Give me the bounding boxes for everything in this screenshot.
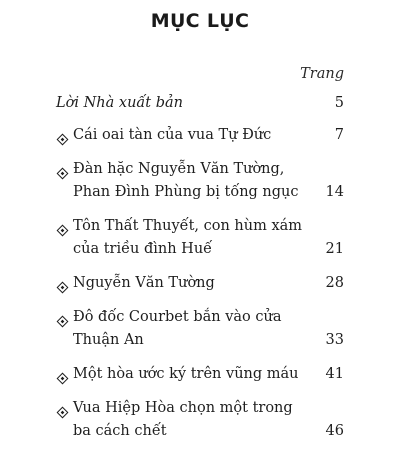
toc-entry-title: Đô đốc Courbet bắn vào cửa Thuận An	[73, 309, 282, 348]
diamond-bullet-icon	[57, 403, 68, 414]
toc-entry[interactable]	[56, 272, 344, 295]
toc-entry-title: Cái oai tàn của vua Tự Đức	[73, 127, 272, 143]
page-title: MỤC LỤC	[150, 10, 250, 32]
toc-entry-page-number: 33	[325, 332, 344, 348]
toc-entry[interactable]	[56, 92, 344, 115]
toc-entry[interactable]	[56, 124, 344, 147]
toc-entry-title: Vua Hiệp Hòa chọn một trong ba cách chết	[73, 400, 293, 439]
toc-entry-page-number: 14	[325, 184, 344, 200]
diamond-bullet-icon	[57, 130, 68, 141]
toc-entry-page-number: 28	[325, 275, 344, 291]
page-column-label: Trang	[300, 66, 344, 82]
toc-entry-title: Lời Nhà xuất bản	[56, 95, 183, 111]
diamond-bullet-icon	[57, 164, 68, 175]
toc-entry[interactable]	[56, 215, 344, 261]
toc-entry-title: Nguyễn Văn Tường	[73, 275, 215, 291]
toc-entry-title: Một hòa ước ký trên vũng máu	[73, 366, 299, 382]
table-of-contents	[56, 92, 344, 454]
toc-entry-title: Đàn hặc Nguyễn Văn Tường, Phan Đình Phùng bị tống ngục	[73, 161, 299, 200]
toc-entry[interactable]	[56, 363, 344, 386]
toc-entry[interactable]	[56, 158, 344, 204]
toc-entry[interactable]	[56, 397, 344, 443]
toc-entry-title: Tôn Thất Thuyết, con hùm xám của triều đình Huế	[73, 218, 303, 257]
toc-entry-page-number: 21	[325, 241, 344, 257]
diamond-bullet-icon	[57, 312, 68, 323]
diamond-bullet-icon	[57, 369, 68, 380]
toc-entry[interactable]	[56, 306, 344, 352]
diamond-bullet-icon	[57, 221, 68, 232]
diamond-bullet-icon	[57, 278, 68, 289]
toc-entry-page-number: 5	[334, 95, 344, 111]
toc-entry-page-number: 46	[325, 423, 344, 439]
toc-entry-page-number: 41	[325, 366, 344, 382]
toc-entry-page-number: 7	[334, 127, 344, 143]
